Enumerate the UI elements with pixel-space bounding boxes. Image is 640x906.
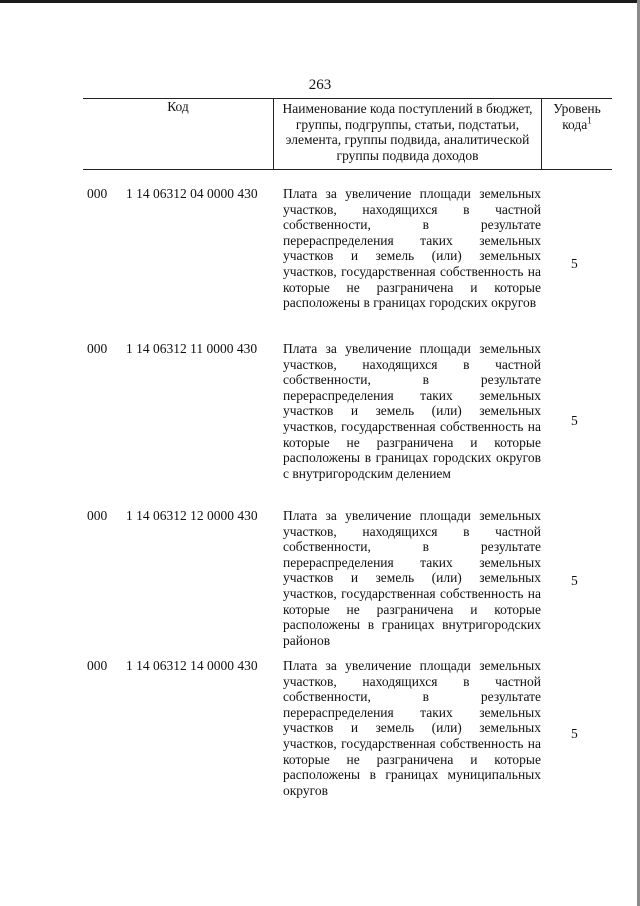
scan-edge-top [0,0,640,3]
table-header [83,98,612,170]
income-code: 1 14 06312 04 0000 430 [126,186,258,201]
header-level-label: Уровень кода [553,101,601,132]
admin-code: 000 [87,186,108,201]
admin-code: 000 [87,341,108,356]
code-level: 5 [571,256,578,271]
table-row [0,658,640,818]
admin-code: 000 [87,658,108,673]
code-level: 5 [571,573,578,588]
income-code: 1 14 06312 12 0000 430 [126,508,258,523]
header-code: Код [167,99,189,114]
income-description: Плата за увеличение площади земельных участков, находящихся в частной собственности, в результате перераспределения таких земельных участков и земель (или) земельных участков, государственная собственность на которые не разграничена и которые расположены в границах внутригородских районов [283,508,541,648]
page-number: 263 [308,77,332,93]
income-description: Плата за увеличение площади земельных участков, находящихся в частной собственности, в результате перераспределения таких земельных участков и земель (или) земельных участков, государственная собственность на которые не разграничена и которые расположены в границах городских округов [283,186,541,311]
header-name: Наименование кода поступлений в бюджет, группы, подгруппы, статьи, подстатьи, элемента, группы подвида, аналитической группы подвида доходов [273,99,541,169]
income-description: Плата за увеличение площади земельных участков, находящихся в частной собственности, в результате перераспределения таких земельных участков и земель (или) земельных участков, государственная собственность на которые не разграничена и которые расположены в границах муниципальных округов [283,658,541,798]
header-level [541,99,612,169]
income-description: Плата за увеличение площади земельных участков, находящихся в частной собственности, в результате перераспределения таких земельных участков и земель (или) земельных участков, государственная собственность на которые не разграничена и которые расположены в границах городских округов с внутригородским делением [283,341,541,481]
code-level: 5 [571,413,578,428]
table-row [0,508,640,664]
income-code: 1 14 06312 11 0000 430 [126,341,258,356]
table-row [0,341,640,511]
code-level: 5 [571,726,578,741]
admin-code: 000 [87,508,108,523]
table-row [0,186,640,342]
header-level-footnote: 1 [587,115,592,125]
income-code: 1 14 06312 14 0000 430 [126,658,258,673]
